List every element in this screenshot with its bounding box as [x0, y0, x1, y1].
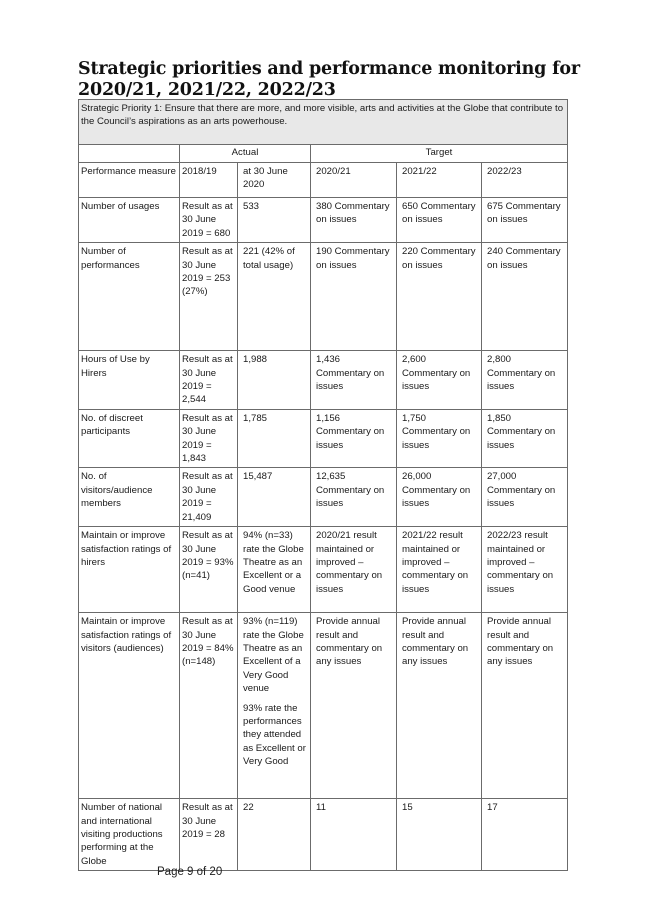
target-2020-21-cell: 380 Commentary on issues — [311, 198, 397, 243]
group-header-row — [79, 145, 568, 163]
col-header-2021-22: 2021/22 — [397, 163, 482, 198]
result-2018-19-cell: Result as at 30 June 2019 = 1,843 — [180, 409, 238, 468]
table-row — [79, 351, 568, 410]
target-2021-22-cell: 650 Commentary on issues — [397, 198, 482, 243]
target-2021-22-cell: 15 — [397, 799, 482, 871]
col-header-measure: Performance measure — [79, 163, 180, 198]
column-header-row — [79, 163, 568, 198]
col-header-2022-23: 2022/23 — [482, 163, 568, 198]
col-header-june-2020: at 30 June 2020 — [238, 163, 311, 198]
col-header-2018-19: 2018/19 — [180, 163, 238, 198]
table-row — [79, 527, 568, 613]
col-header-2020-21: 2020/21 — [311, 163, 397, 198]
table-row — [79, 198, 568, 243]
target-2020-21-cell: 1,156 Commentary on issues — [311, 409, 397, 468]
page-number: Page 9 of 20 — [157, 866, 223, 878]
measure-cell: Hours of Use by Hirers — [79, 351, 180, 410]
result-2018-19-cell: Result as at 30 June 2019 = 2,544 — [180, 351, 238, 410]
strategic-priority-cell: Strategic Priority 1: Ensure that there are more, and more visible, arts and activities at the Globe that contribute to the Council’s aspirations as an arts powerhouse. — [79, 100, 568, 145]
measure-cell: Maintain or improve satisfaction ratings of visitors (audiences) — [79, 613, 180, 799]
measure-cell: Number of national and international visiting productions performing at the Globe — [79, 799, 180, 871]
visitors-rating-text: 93% (n=119) rate the Globe Theatre as an Excellent of a Very Good venue — [243, 616, 304, 695]
target-2020-21-cell: Provide annual result and commentary on any issues — [311, 613, 397, 799]
measure-cell: No. of discreet participants — [79, 409, 180, 468]
measure-cell: Number of performances — [79, 243, 180, 351]
target-2020-21-cell: 12,635 Commentary on issues — [311, 468, 397, 527]
measure-cell: Maintain or improve satisfaction ratings of hirers — [79, 527, 180, 613]
target-2020-21-cell: 11 — [311, 799, 397, 871]
actual-2020-cell: 1,988 — [238, 351, 311, 410]
actual-2020-cell — [238, 613, 311, 799]
table-row — [79, 409, 568, 468]
actual-2020-cell: 221 (42% of total usage) — [238, 243, 311, 351]
strategic-priority-row — [79, 100, 568, 145]
actual-2020-cell: 15,487 — [238, 468, 311, 527]
page-title-line-1: Strategic priorities and performance monitoring for — [78, 59, 580, 79]
target-2021-22-cell: 2021/22 result maintained or improved – commentary on issues — [397, 527, 482, 613]
actual-2020-cell: 94% (n=33) rate the Globe Theatre as an Excellent or a Good venue — [238, 527, 311, 613]
target-2022-23-cell: 240 Commentary on issues — [482, 243, 568, 351]
page-title-line-2: 2020/21, 2021/22, 2022/23 — [78, 80, 336, 100]
table-row — [79, 799, 568, 871]
target-2021-22-cell: Provide annual result and commentary on any issues — [397, 613, 482, 799]
target-2022-23-cell: 17 — [482, 799, 568, 871]
result-2018-19-cell: Result as at 30 June 2019 = 28 — [180, 799, 238, 871]
target-2020-21-cell: 1,436 Commentary on issues — [311, 351, 397, 410]
target-2022-23-cell: 675 Commentary on issues — [482, 198, 568, 243]
table-row — [79, 468, 568, 527]
target-2022-23-cell: 1,850 Commentary on issues — [482, 409, 568, 468]
measure-cell: Number of usages — [79, 198, 180, 243]
actual-2020-cell: 533 — [238, 198, 311, 243]
target-2022-23-cell: 27,000 Commentary on issues — [482, 468, 568, 527]
target-2020-21-cell: 190 Commentary on issues — [311, 243, 397, 351]
target-2022-23-cell: 2,800 Commentary on issues — [482, 351, 568, 410]
target-2021-22-cell: 220 Commentary on issues — [397, 243, 482, 351]
target-header: Target — [311, 145, 568, 163]
table-row — [79, 243, 568, 351]
result-2018-19-cell: Result as at 30 June 2019 = 84% (n=148) — [180, 613, 238, 799]
actual-header: Actual — [180, 145, 311, 163]
actual-2020-cell: 1,785 — [238, 409, 311, 468]
result-2018-19-cell: Result as at 30 June 2019 = 253 (27%) — [180, 243, 238, 351]
target-2020-21-cell: 2020/21 result maintained or improved – commentary on issues — [311, 527, 397, 613]
target-2022-23-cell: Provide annual result and commentary on any issues — [482, 613, 568, 799]
target-2021-22-cell: 26,000 Commentary on issues — [397, 468, 482, 527]
target-2021-22-cell: 2,600 Commentary on issues — [397, 351, 482, 410]
table-row — [79, 613, 568, 799]
result-2018-19-cell: Result as at 30 June 2019 = 21,409 — [180, 468, 238, 527]
target-2021-22-cell: 1,750 Commentary on issues — [397, 409, 482, 468]
measure-cell: No. of visitors/audience members — [79, 468, 180, 527]
page-title — [78, 59, 578, 101]
performance-table — [78, 99, 568, 871]
target-2022-23-cell: 2022/23 result maintained or improved – commentary on issues — [482, 527, 568, 613]
visitors-performances-note: 93% rate the performances they attended as Excellent or Very Good — [243, 702, 306, 768]
result-2018-19-cell: Result as at 30 June 2019 = 680 — [180, 198, 238, 243]
result-2018-19-cell: Result as at 30 June 2019 = 93% (n=41) — [180, 527, 238, 613]
actual-2020-cell: 22 — [238, 799, 311, 871]
